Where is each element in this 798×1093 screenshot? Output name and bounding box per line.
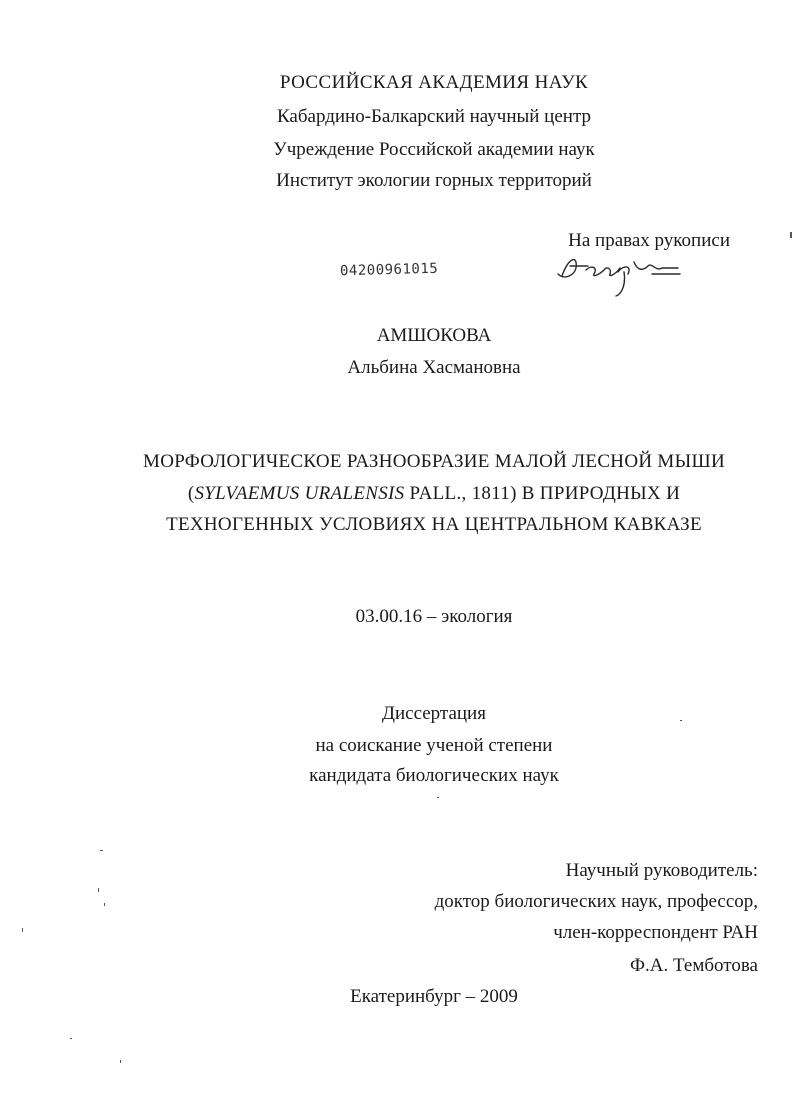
author-surname: АМШОКОВА: [376, 325, 492, 346]
author-signature: [548, 244, 688, 305]
supervisor-name: Ф.А. Темботова: [630, 955, 758, 976]
scan-speck: [22, 928, 23, 932]
scan-speck: [104, 903, 105, 906]
title-line-2: [0, 483, 798, 505]
scan-speck: [680, 720, 682, 721]
species-name: SYLVAEMUS URALENSIS: [194, 483, 405, 504]
scan-speck: [120, 1060, 121, 1063]
research-center: Кабардино-Балкарский научный центр: [276, 106, 591, 127]
institution-type: Учреждение Российской академии наук: [273, 139, 595, 160]
title-line-2-rest: PALL., 1811) В ПРИРОДНЫХ И: [404, 483, 681, 504]
title-line-3: ТЕХНОГЕННЫХ УСЛОВИЯХ НА ЦЕНТРАЛЬНОМ КАВКАЗЕ: [166, 514, 702, 535]
title-line-1: МОРФОЛОГИЧЕСКОЕ РАЗНООБРАЗИЕ МАЛОЙ ЛЕСНОЙ МЫШИ: [143, 451, 725, 472]
degree-line-3: кандидата биологических наук: [309, 765, 559, 786]
specialty-code: 03.00.16 – экология: [355, 606, 513, 627]
scan-speck: [70, 1038, 72, 1039]
author-given-names: Альбина Хасмановна: [347, 357, 521, 378]
supervisor-title: член-корреспондент РАН: [553, 922, 758, 943]
scan-speck: [790, 232, 792, 238]
degree-line-1: Диссертация: [382, 703, 486, 724]
scan-speck: [100, 850, 103, 851]
manuscript-right-label: На правах рукописи: [568, 230, 730, 251]
academy-name: РОССИЙСКАЯ АКАДЕМИЯ НАУК: [279, 72, 589, 93]
supervisor-credentials: доктор биологических наук, профессор,: [434, 891, 758, 912]
degree-line-2: на соискание ученой степени: [315, 735, 553, 756]
place-and-year: Екатеринбург – 2009: [350, 986, 518, 1007]
scan-speck: [98, 888, 99, 892]
title-line-2-open: (: [187, 483, 195, 504]
institute-name: Институт экологии горных территорий: [276, 170, 592, 191]
registration-number: 04200961015: [339, 260, 439, 280]
scan-speck: [437, 797, 439, 798]
supervisor-heading: Научный руководитель:: [565, 860, 758, 881]
